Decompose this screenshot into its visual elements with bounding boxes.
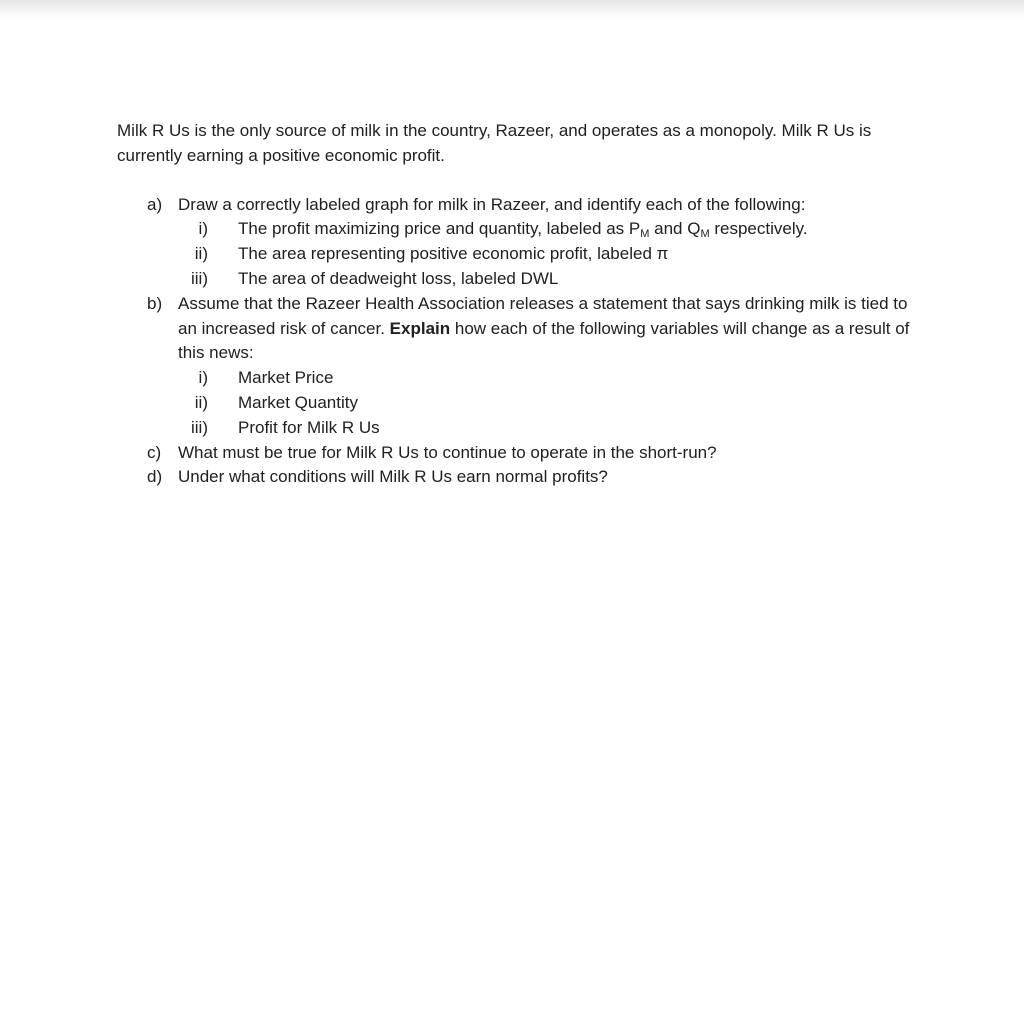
question-a-text: Draw a correctly labeled graph for milk in Razeer, and identify each of the following: <box>178 194 806 214</box>
question-b-text: Assume that the Razeer Health Association releases a statement that says drinking milk is tied to an increased risk of cancer. Explain how each of the following variables will change as a result of this news: <box>178 293 910 363</box>
question-b-iii-marker: iii) <box>191 417 208 437</box>
question-d-text: Under what conditions will Milk R Us earn normal profits? <box>178 467 608 487</box>
question-a <box>117 193 917 292</box>
question-a-marker: a) <box>147 194 163 214</box>
question-a-i <box>117 217 917 242</box>
question-a-ii-text: The area representing positive economic profit, labeled π <box>238 244 669 264</box>
question-b-bold: Explain <box>389 318 451 338</box>
question-a-iii-text: The area of deadweight loss, labeled DWL <box>238 268 559 288</box>
question-b-i-text: Market Price <box>238 368 334 388</box>
question-a-ii-marker: ii) <box>194 244 208 264</box>
subscript-m-quantity: M <box>700 228 710 241</box>
question-b-marker: b) <box>147 293 163 313</box>
question-b-ii-text: Market Quantity <box>238 392 358 412</box>
question-c-marker: c) <box>147 442 162 462</box>
question-b <box>117 292 917 441</box>
question-b-i <box>117 366 917 391</box>
document-body <box>117 119 917 490</box>
question-b-i-marker: i) <box>198 368 208 388</box>
question-b-ii <box>117 391 917 416</box>
question-a-i-text: The profit maximizing price and quantity, labeled as $P_M$ and $Q_M$ respectively. <box>238 219 808 241</box>
intro-paragraph: Milk R Us is the only source of milk in the country, Razeer, and operates as a monopoly. Milk R Us is currently earning a positive economic profit. <box>117 121 872 165</box>
question-c <box>117 441 917 466</box>
page-top-shadow <box>0 0 1024 18</box>
question-a-iii-marker: iii) <box>191 268 208 288</box>
question-c-text: What must be true for Milk R Us to continue to operate in the short-run? <box>178 442 717 462</box>
question-d-marker: d) <box>147 467 163 487</box>
subscript-m-price: M <box>640 228 650 241</box>
question-a-i-marker: i) <box>198 219 208 239</box>
question-a-iii <box>117 267 917 292</box>
question-list <box>117 193 917 491</box>
question-b-ii-marker: ii) <box>194 392 208 412</box>
question-b-iii-text: Profit for Milk R Us <box>238 417 380 437</box>
question-a-ii <box>117 242 917 267</box>
question-b-sublist <box>178 366 917 440</box>
question-a-sublist <box>178 217 917 291</box>
question-d <box>117 465 917 490</box>
question-b-iii <box>117 416 917 441</box>
